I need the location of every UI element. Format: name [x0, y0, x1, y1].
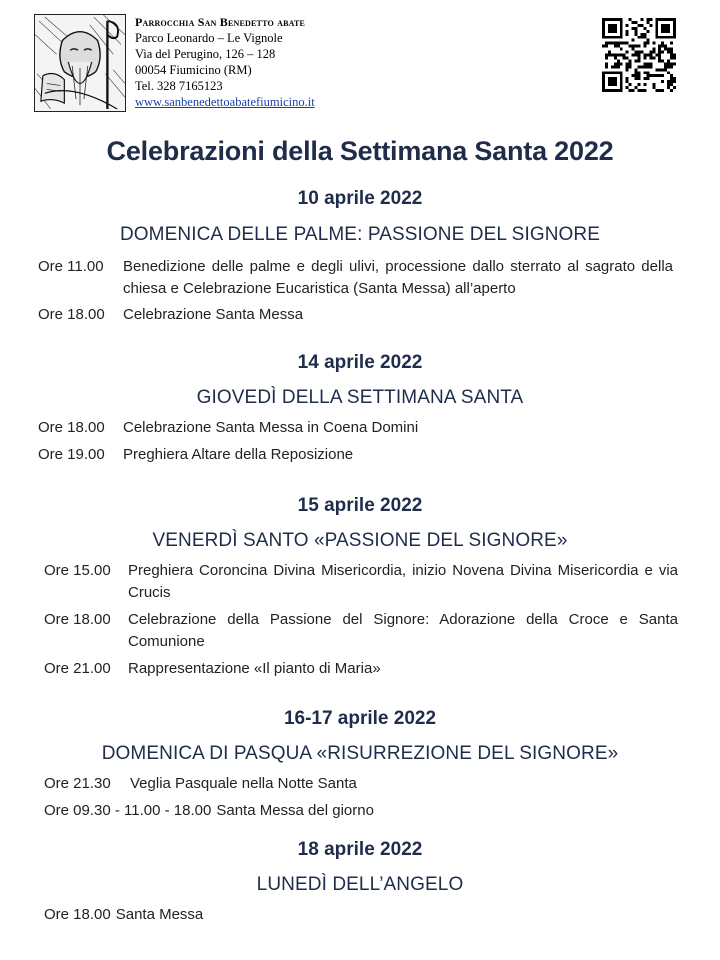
event-row: [38, 304, 673, 326]
day-date: 16-17 aprile 2022: [283, 708, 437, 729]
address-line: Parco Leonardo – Le Vignole: [135, 31, 283, 45]
event-row: [38, 444, 673, 466]
event-description: Rappresentazione «Il pianto di Maria»: [128, 660, 381, 677]
event-time: Ore 18.00: [38, 419, 105, 436]
address-line: Via del Perugino, 126 – 128: [135, 47, 276, 61]
event-time: Ore 09.30 - 11.00 - 18.00: [44, 802, 212, 819]
website-link[interactable]: www.sanbenedettoabatefiumicino.it: [135, 95, 315, 109]
event-row: [44, 609, 678, 653]
day-date: 14 aprile 2022: [297, 352, 423, 373]
event-time: Ore 15.00: [44, 562, 111, 579]
day-date: 10 aprile 2022: [297, 188, 423, 209]
event-row: [38, 417, 673, 439]
event-description: Celebrazione della Passione del Signore: Adorazione della Croce e Santa Comunione: [128, 611, 678, 650]
event-description: Celebrazione Santa Messa in Coena Domini: [123, 419, 419, 436]
event-time: Ore 19.00: [38, 446, 105, 463]
event-description: Santa Messa: [115, 906, 204, 923]
event-row: [44, 560, 678, 604]
day-heading: VENERDÌ SANTO «PASSIONE DEL SIGNORE»: [152, 530, 568, 551]
event-time: Ore 18.00: [38, 306, 105, 323]
event-row: [44, 904, 678, 926]
phone-number: Tel. 328 7165123: [135, 79, 223, 93]
day-heading: DOMENICA DELLE PALME: PASSIONE DEL SIGNORE: [119, 224, 601, 245]
event-row: [38, 256, 673, 300]
day-heading: DOMENICA DI PASQUA «RISURREZIONE DEL SIGNORE»: [101, 743, 619, 764]
qr-code-icon[interactable]: [602, 18, 676, 92]
parish-name: Parrocchia San Benedetto abate: [135, 15, 306, 29]
day-heading: GIOVEDÌ DELLA SETTIMANA SANTA: [196, 387, 524, 408]
event-description: Preghiera Altare della Reposizione: [123, 446, 354, 463]
page-title: Celebrazioni della Settimana Santa 2022: [106, 136, 614, 166]
parish-info: [135, 14, 315, 110]
event-time: Ore 18.00: [44, 906, 111, 923]
event-description: Benedizione delle palme e degli ulivi, processione dallo sterrato al sagrato della chiesa e Celebrazione Eucaristica (Santa Messa) all’aperto: [123, 258, 673, 297]
event-description: Celebrazione Santa Messa: [123, 306, 304, 323]
event-time: Ore 21.00: [44, 660, 111, 677]
event-time: Ore 21.30: [44, 775, 111, 792]
event-description: Preghiera Coroncina Divina Misericordia, inizio Novena Divina Misericordia e via Crucis: [128, 562, 678, 601]
event-row: [44, 800, 678, 822]
event-description: Veglia Pasquale nella Notte Santa: [130, 775, 357, 792]
event-description: Santa Messa del giorno: [216, 802, 374, 819]
event-time: Ore 18.00: [44, 611, 111, 628]
event-row: [44, 658, 678, 680]
day-date: 15 aprile 2022: [297, 495, 423, 516]
day-date: 18 aprile 2022: [297, 839, 423, 860]
event-time: Ore 11.00: [38, 258, 104, 275]
saint-benedict-engraving-icon: [34, 14, 126, 112]
day-heading: LUNEDÌ DELL’ANGELO: [256, 874, 464, 895]
address-line: 00054 Fiumicino (RM): [135, 63, 252, 77]
event-row: [44, 773, 678, 795]
